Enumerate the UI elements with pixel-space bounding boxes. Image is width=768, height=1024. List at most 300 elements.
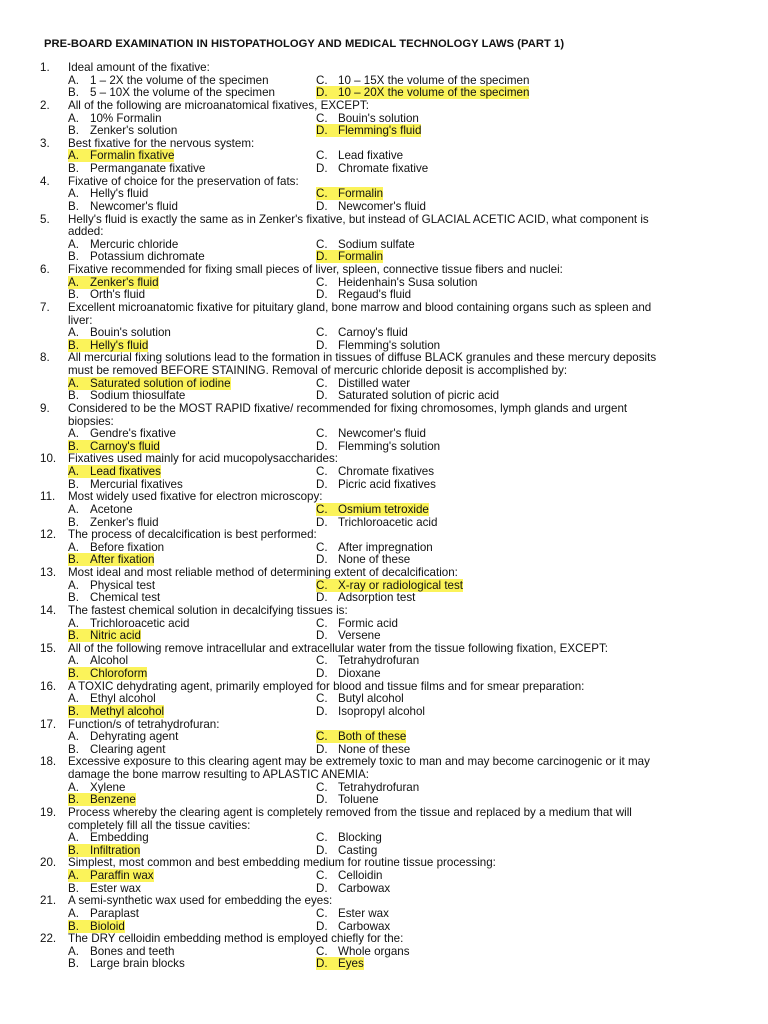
answer-option-text (316, 276, 478, 289)
option-letter: B. (68, 704, 79, 718)
option-text: Methyl alcohol (90, 704, 165, 718)
option-letter: B. (68, 199, 79, 213)
question-number: 10. (40, 452, 57, 466)
question-number: 6. (40, 263, 50, 276)
answer-option-text (68, 516, 159, 529)
question-item (40, 453, 740, 491)
answer-option-text (316, 162, 428, 175)
option-letter: C. (316, 237, 328, 251)
question-number: 20. (40, 856, 57, 870)
answer-option-text (316, 591, 415, 604)
correct-answer-highlight (68, 553, 154, 566)
answer-option-text (316, 112, 419, 125)
answer-option-text (316, 553, 410, 566)
correct-answer-highlight (68, 149, 174, 162)
question-number: 12. (40, 528, 57, 542)
option-text: Ester wax (90, 881, 141, 895)
option-text: Bioloid (90, 919, 125, 933)
option-text: Trichloroacetic acid (338, 515, 438, 529)
option-text: Zenker's fluid (90, 275, 159, 289)
option-letter: A. (68, 831, 79, 845)
answer-option-text (316, 74, 529, 87)
question-stem: The process of decalcification is best performed: (68, 528, 317, 542)
question-number: 22. (40, 932, 57, 946)
option-text: Infiltration (90, 843, 141, 857)
answer-option-text (68, 541, 164, 554)
answer-option (316, 517, 576, 530)
option-text: Chemical test (90, 591, 161, 605)
answer-option (316, 163, 576, 176)
question-stem: The fastest chemical solution in decalcifying tissues is: (68, 603, 348, 617)
question-number: 14. (40, 603, 57, 617)
option-text: After fixation (90, 553, 155, 567)
option-text: Chromate fixative (338, 162, 429, 175)
option-text: After impregnation (338, 540, 433, 554)
answer-option-text (68, 478, 183, 491)
question-stem-line (40, 895, 740, 908)
option-letter: D. (316, 742, 328, 756)
answer-option-text (316, 705, 425, 718)
option-letter: C. (316, 906, 328, 920)
answer-option-text (316, 541, 433, 554)
option-letter: B. (68, 629, 79, 643)
question-number: 2. (40, 98, 50, 112)
option-text: Lead fixatives (90, 465, 161, 478)
answer-option-text (316, 288, 411, 301)
option-text: Distilled water (338, 376, 411, 390)
option-text: Embedding (90, 831, 149, 845)
correct-answer-highlight (68, 276, 159, 289)
answer-option-text (316, 743, 410, 756)
question-list (40, 62, 740, 971)
answer-option-text (316, 667, 381, 680)
option-text: Mercuric chloride (90, 237, 179, 251)
answer-option-text (316, 920, 390, 933)
option-text: Flemming's solution (338, 338, 441, 352)
question-stem: Excessive exposure to this clearing agent may be extremely toxic to man and may become carcinogenic or it may (68, 755, 650, 769)
question-stem: Fixative recommended for fixing small pieces of liver, spleen, connective tissue fibers and nuclei: (68, 263, 563, 276)
question-stem: liver: (68, 313, 93, 327)
answer-option-text (68, 200, 178, 213)
question-item (40, 567, 740, 605)
answer-option-text (68, 945, 174, 958)
option-text: 5 – 10X the volume of the specimen (90, 86, 275, 100)
option-text: Before fixation (90, 540, 165, 554)
option-letter: B. (68, 591, 79, 605)
answer-option (316, 479, 576, 492)
option-text: Trichloroacetic acid (90, 616, 190, 630)
option-text: Tetrahydrofuran (338, 780, 420, 794)
answer-option (316, 289, 576, 302)
correct-answer-highlight (68, 465, 161, 478)
option-letter: C. (316, 831, 328, 845)
answer-option (68, 163, 316, 176)
option-letter: C. (316, 326, 328, 340)
option-text: Permanganate fixative (90, 162, 206, 175)
option-text: Zenker's fluid (90, 515, 159, 529)
option-letter: D. (316, 843, 328, 857)
option-text: X-ray or radiological test (338, 578, 464, 592)
option-letter: D. (316, 793, 328, 807)
option-text: Carbowax (338, 919, 391, 933)
correct-answer-highlight (316, 957, 364, 970)
answer-option-text (68, 326, 171, 339)
option-text: Chromate fixatives (338, 465, 435, 478)
answer-option-text (316, 654, 419, 667)
answer-option (68, 794, 316, 807)
answer-option-text (68, 427, 176, 440)
answer-option (68, 201, 316, 214)
question-item (40, 352, 740, 403)
answer-option (316, 390, 576, 403)
answer-option-text (68, 882, 141, 895)
option-text: Helly's fluid (90, 338, 149, 352)
option-text: Toluene (338, 793, 379, 807)
answer-options (68, 378, 740, 403)
option-text: Benzene (90, 793, 136, 807)
correct-answer-highlight (68, 440, 160, 453)
option-letter: A. (68, 906, 79, 920)
option-text: 10 – 20X the volume of the specimen (338, 86, 530, 100)
option-letter: A. (68, 502, 79, 516)
option-letter: D. (316, 250, 328, 264)
option-letter: D. (316, 629, 328, 643)
option-text: Xylene (90, 780, 126, 794)
option-letter: B. (68, 667, 79, 680)
correct-answer-highlight (68, 920, 125, 933)
option-text: Flemming's solution (338, 439, 441, 453)
answer-option-text (316, 326, 408, 339)
option-text: Adsorption test (338, 591, 416, 605)
question-item (40, 214, 740, 265)
option-letter: A. (68, 692, 79, 706)
question-item (40, 719, 740, 757)
option-text: Lead fixative (338, 149, 404, 163)
option-letter: C. (316, 944, 328, 958)
answer-option-text (316, 427, 426, 440)
option-letter: A. (68, 540, 79, 554)
answer-option (316, 794, 576, 807)
answer-option-text (316, 440, 440, 453)
question-item (40, 403, 740, 454)
option-text: Eyes (338, 957, 364, 971)
option-letter: B. (68, 439, 79, 453)
option-text: Heidenhain's Susa solution (338, 275, 478, 289)
question-stem: Function/s of tetrahydrofuran: (68, 717, 220, 731)
question-stem: completely fill all the tissue cavities: (68, 818, 251, 832)
answer-options (68, 618, 740, 643)
question-item (40, 895, 740, 933)
option-letter: C. (316, 149, 328, 163)
option-text: Bones and teeth (90, 944, 175, 958)
option-letter: D. (316, 704, 328, 718)
answer-option-text (68, 124, 177, 137)
option-letter: A. (68, 869, 79, 882)
option-letter: C. (316, 654, 328, 668)
question-item (40, 62, 740, 100)
answer-option-text (316, 882, 390, 895)
option-text: Picric acid fixatives (338, 477, 436, 491)
question-stem: Best fixative for the nervous system: (68, 136, 255, 150)
option-text: Alcohol (90, 654, 129, 668)
option-letter: D. (316, 124, 328, 138)
question-number (40, 315, 68, 328)
question-number: 11. (40, 490, 56, 504)
option-text: 10% Formalin (90, 111, 162, 125)
answer-option-text (68, 617, 189, 630)
correct-answer-highlight (316, 250, 383, 263)
answer-options (68, 731, 740, 756)
correct-answer-highlight (68, 705, 164, 718)
question-stem: The DRY celloidin embedding method is employed chiefly for the: (68, 932, 404, 946)
question-number: 15. (40, 641, 57, 655)
question-item (40, 605, 740, 643)
answer-option (68, 958, 316, 971)
answer-option-text (68, 957, 185, 970)
answer-option (68, 87, 316, 100)
answer-option-text (68, 654, 128, 667)
option-text: Isopropyl alcohol (338, 704, 426, 718)
answer-option-text (316, 149, 403, 162)
option-text: Formic acid (338, 616, 398, 630)
question-number: 17. (40, 717, 57, 731)
question-stem-line (40, 214, 740, 227)
answer-option-text (68, 187, 148, 200)
option-letter: C. (316, 427, 328, 441)
question-number: 9. (40, 401, 50, 415)
option-letter: C. (316, 376, 328, 390)
option-text: Both of these (338, 730, 407, 744)
answer-option-text (68, 831, 149, 844)
option-letter: B. (68, 86, 79, 100)
question-stem: All of the following remove intracellular and extracellular water from the tissue following fixation, EXCEPT: (68, 641, 608, 655)
answer-option-text (316, 945, 410, 958)
answer-option (316, 883, 576, 896)
option-letter: A. (68, 111, 79, 125)
question-number (40, 226, 68, 239)
question-stem: Ideal amount of the fixative: (68, 61, 210, 74)
answer-options (68, 542, 740, 567)
answer-option-text (316, 465, 434, 478)
correct-answer-highlight (316, 579, 463, 592)
option-letter: D. (316, 591, 328, 605)
option-letter: A. (68, 73, 79, 87)
question-item (40, 264, 740, 302)
option-letter: A. (68, 616, 79, 630)
option-letter: D. (316, 667, 328, 680)
option-letter: A. (68, 149, 79, 163)
answer-options (68, 908, 740, 933)
question-item (40, 491, 740, 529)
option-text: Newcomer's fluid (338, 427, 426, 441)
option-letter: B. (68, 288, 79, 302)
option-letter: B. (68, 919, 79, 933)
correct-answer-highlight (68, 667, 147, 680)
option-text: Paraplast (90, 906, 139, 920)
answer-option-text (316, 389, 499, 402)
question-number: 21. (40, 894, 57, 908)
question-stem: All mercurial fixing solutions lead to the formation in tissues of diffuse BLACK granules and these mercury deposits (68, 351, 657, 365)
answer-options (68, 832, 740, 857)
option-text: Osmium tetroxide (338, 502, 429, 516)
question-number: 18. (40, 755, 57, 769)
answer-option-text (316, 844, 377, 857)
answer-option (316, 201, 576, 214)
answer-options (68, 504, 740, 529)
correct-answer-highlight (316, 86, 529, 99)
question-item (40, 681, 740, 719)
option-letter: A. (68, 730, 79, 744)
option-text: Dioxane (338, 667, 381, 680)
option-letter: A. (68, 187, 79, 201)
option-letter: D. (316, 389, 328, 403)
correct-answer-highlight (68, 339, 148, 352)
answer-option (316, 87, 576, 100)
option-text: Paraffin wax (90, 869, 154, 882)
answer-option (68, 668, 316, 681)
answer-option (68, 390, 316, 403)
question-stem-line (40, 302, 740, 315)
question-stem: Process whereby the clearing agent is completely removed from the tissue and replaced by a medium that will (68, 805, 632, 819)
option-letter: B. (68, 793, 79, 807)
option-letter: B. (68, 843, 79, 857)
option-text: Saturated solution of iodine (90, 376, 231, 390)
question-number (40, 820, 68, 833)
answer-option (316, 958, 576, 971)
answer-options (68, 188, 740, 213)
option-letter: A. (68, 237, 79, 251)
correct-answer-highlight (316, 503, 429, 516)
option-text: Formalin (338, 250, 384, 264)
option-text: Versene (338, 629, 381, 643)
option-letter: C. (316, 502, 328, 516)
option-letter: B. (68, 881, 79, 895)
option-text: Clearing agent (90, 742, 166, 756)
question-number: 3. (40, 136, 50, 150)
answer-options (68, 327, 740, 352)
question-number: 7. (40, 300, 50, 314)
question-number: 13. (40, 566, 57, 579)
answer-option (68, 630, 316, 643)
question-number (40, 769, 68, 782)
answer-option-text (316, 200, 426, 213)
question-number (40, 365, 68, 378)
answer-option (68, 125, 316, 138)
option-letter: C. (316, 111, 328, 125)
answer-options (68, 150, 740, 175)
answer-options (68, 580, 740, 605)
option-text: Acetone (90, 502, 133, 516)
answer-options (68, 655, 740, 680)
option-text: Bouin's solution (90, 326, 171, 340)
question-item (40, 176, 740, 214)
answer-option-text (68, 74, 269, 87)
option-text: Sodium thiosulfate (90, 389, 186, 403)
option-letter: C. (316, 578, 328, 592)
option-letter: C. (316, 465, 328, 478)
answer-options (68, 428, 740, 453)
question-stem: damage the bone marrow resulting to APLASTIC ANEMIA: (68, 768, 369, 781)
option-text: Newcomer's fluid (338, 199, 426, 213)
answer-option-text (68, 692, 156, 705)
option-letter: D. (316, 199, 328, 213)
question-stem: A TOXIC dehydrating agent, primarily employed for blood and tissue films and for smear preparation: (68, 679, 585, 693)
question-stem: Fixatives used mainly for acid mucopolysaccharides: (68, 452, 338, 466)
answer-option-text (68, 907, 139, 920)
option-text: Physical test (90, 578, 156, 592)
answer-option (316, 441, 576, 454)
option-text: Ethyl alcohol (90, 692, 156, 706)
option-text: Tetrahydrofuran (338, 654, 420, 668)
question-number: 4. (40, 174, 50, 188)
correct-answer-highlight (68, 869, 154, 882)
answer-option-text (68, 743, 165, 756)
answer-option-text (316, 781, 419, 794)
question-stem-line (40, 403, 740, 416)
question-stem-line (40, 807, 740, 820)
answer-option-text (316, 617, 398, 630)
option-letter: A. (68, 326, 79, 340)
option-letter: B. (68, 957, 79, 971)
answer-options (68, 277, 740, 302)
question-number: 16. (40, 679, 57, 693)
answer-option-text (68, 730, 178, 743)
answer-option-text (68, 112, 162, 125)
option-letter: D. (316, 881, 328, 895)
answer-option (68, 289, 316, 302)
answer-option (316, 668, 576, 681)
answer-option-text (316, 793, 379, 806)
option-letter: A. (68, 654, 79, 668)
option-letter: C. (316, 73, 328, 87)
question-stem: Considered to be the MOST RAPID fixative/ recommended for fixing chromosomes, lymph glands and urgent (68, 401, 628, 415)
question-item (40, 100, 740, 138)
option-letter: B. (68, 124, 79, 138)
answer-option-text (316, 629, 381, 642)
answer-option-text (68, 238, 178, 251)
option-letter: A. (68, 427, 79, 441)
question-number: 19. (40, 805, 57, 819)
option-letter: C. (316, 275, 328, 289)
answer-options (68, 693, 740, 718)
question-item (40, 857, 740, 895)
answer-option-text (316, 692, 404, 705)
question-item (40, 138, 740, 176)
correct-answer-highlight (68, 844, 140, 857)
option-letter: C. (316, 730, 328, 744)
question-number: 8. (40, 351, 50, 365)
question-stem: Most widely used fixative for electron microscopy: (68, 490, 323, 504)
answer-options (68, 870, 740, 895)
option-text: Flemming's fluid (338, 124, 422, 138)
correct-answer-highlight (68, 377, 231, 390)
question-stem: A semi-synthetic wax used for embedding the eyes: (68, 894, 333, 908)
option-text: Mercurial fixatives (90, 477, 183, 491)
question-item (40, 302, 740, 353)
option-letter: A. (68, 780, 79, 794)
option-letter: D. (316, 86, 328, 100)
answer-option (316, 630, 576, 643)
answer-option-text (68, 389, 185, 402)
question-stem: Most ideal and most reliable method of determining extent of decalcification: (68, 566, 458, 579)
option-text: Saturated solution of picric acid (338, 389, 500, 403)
option-letter: C. (316, 869, 328, 882)
option-text: Celloidin (338, 869, 383, 882)
option-letter: C. (316, 616, 328, 630)
option-text: Butyl alcohol (338, 692, 404, 706)
answer-options (68, 113, 740, 138)
question-stem: must be removed BEFORE STAINING. Removal of mercuric chloride deposit is accomplished by: (68, 364, 568, 377)
